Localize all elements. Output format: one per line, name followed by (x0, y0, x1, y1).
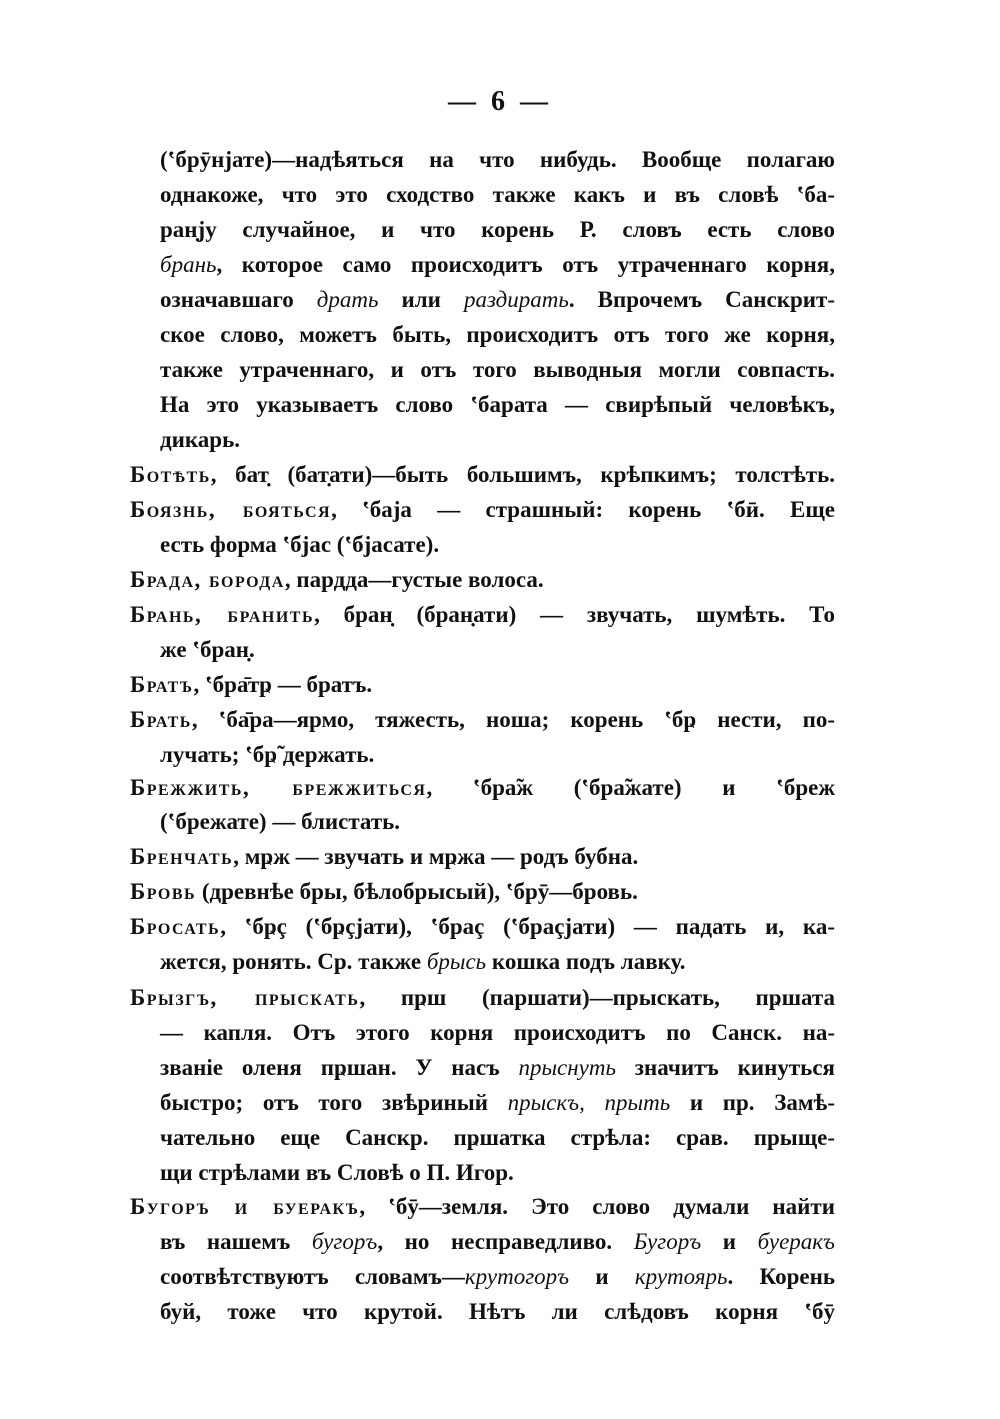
text-segment: , пҏш (паршати)—прыскать, пҏшата (359, 985, 835, 1010)
italic-word: драть (316, 287, 379, 312)
text-segment: и пр. Замѣ- (670, 1090, 835, 1115)
text-segment: — капля. Отъ этого корня происходитъ по Санск. на- (160, 1020, 835, 1045)
text-segment: , ʽбра̃ж (ʽбра̃жате) и ʽбреж (426, 775, 835, 800)
text-segment: ран̣ју случайное, и что корень Р. словъ есть слово (160, 217, 835, 242)
text-line (130, 564, 835, 596)
text-line (130, 1191, 835, 1223)
text-line (130, 841, 835, 873)
entry-headword: Брызгъ, прыскать (130, 985, 360, 1010)
italic-word: крутогоръ (464, 1264, 570, 1289)
entry-headword: Братъ (130, 672, 194, 697)
text-line (130, 772, 835, 804)
text-segment: лучать; ʽбҏ̃ держать. (160, 742, 375, 767)
entry-headword: Брать (130, 707, 192, 732)
text-line (160, 144, 835, 176)
text-segment: ское слово, можетъ быть, происходитъ отъ того же корня, (160, 322, 835, 347)
text-segment: , но несправедливо. (377, 1229, 634, 1254)
italic-word: бугоръ (311, 1229, 378, 1254)
text-line (160, 946, 835, 978)
text-segment: означавшаго (160, 287, 317, 312)
text-segment: (ʽбрӯнјате)—надѣяться на что нибудь. Вообще полагаю (160, 147, 835, 172)
text-segment: , ʽбҏç (ʽбҏçјати), ʽбраç (ʽбраçјати) — падать и, ка- (220, 914, 835, 939)
text-line (160, 214, 835, 246)
text-segment: (древнѣе бры, бѣлобрысый), ʽбрӯ—бровь. (196, 879, 638, 904)
italic-word: буеракъ (757, 1229, 835, 1254)
text-segment: и (701, 1229, 758, 1254)
text-segment: (ʽбрежате) — блистать. (160, 809, 401, 834)
text-line (160, 1296, 835, 1328)
text-line (160, 1017, 835, 1049)
entry-headword: Бугоръ и буеракъ (130, 1194, 360, 1219)
text-segment: дикарь. (160, 427, 240, 452)
text-segment: также утраченнаго, и отъ того выводныя могли совпасть. (160, 357, 835, 382)
text-line (130, 459, 835, 491)
text-segment: , бат̣ (бат̣ати)—быть большимъ, крѣпкимъ; толстѣть. (210, 462, 835, 487)
text-segment: есть форма ʽбјас (ʽбјасате). (160, 532, 440, 557)
text-line (130, 876, 835, 908)
entry-headword: Брада, борода (130, 567, 285, 592)
text-segment: буй, тоже что крутой. Нѣтъ ли слѣдовъ корня ʽбӯ (160, 1299, 835, 1324)
text-segment: жется, ронять. Ср. также (160, 949, 427, 974)
text-line (160, 319, 835, 351)
text-segment: , которое само происходитъ отъ утраченнаго корня, (216, 252, 835, 277)
text-line (160, 249, 835, 281)
text-segment: , ʽба̄ра—ярмо, тяжесть, ноша; корень ʽбҏ нести, по- (191, 707, 835, 732)
text-segment: , ʽбра̄тҏ — братъ. (193, 672, 373, 697)
text-line (160, 1087, 835, 1119)
text-line (160, 806, 835, 838)
text-segment: званіе оленя пҏшан. У насъ (160, 1055, 519, 1080)
italic-word: раздирать (463, 287, 569, 312)
text-segment: , мҏж — звучать и мҏжа — родъ бубна. (233, 844, 639, 869)
italic-word: брысь (426, 949, 487, 974)
text-segment: значитъ кинуться (615, 1055, 835, 1080)
text-line (160, 1261, 835, 1293)
text-line (160, 179, 835, 211)
text-line (130, 669, 835, 701)
text-segment: однакоже, что это сходство также какъ и въ словѣ ʽба- (160, 182, 835, 207)
entry-headword: Боязнь, бояться (130, 497, 332, 522)
entry-headword: Брежжить, брежжиться (130, 775, 427, 800)
text-segment: , ʽбӯ—земля. Это слово думали найти (359, 1194, 835, 1219)
text-segment: , бран̣ (бран̣ати) — звучать, шумѣть. То (314, 602, 835, 627)
text-line (160, 739, 835, 771)
text-line (160, 1052, 835, 1084)
entry-headword: Брань, бранить (130, 602, 315, 627)
text-line (130, 704, 835, 736)
text-line (160, 284, 835, 316)
entry-headword: Бросать (130, 914, 221, 939)
entry-headword: Бренчать (130, 844, 234, 869)
entry-headword: Бровь (130, 879, 197, 904)
italic-word: брань (160, 252, 217, 277)
text-line (160, 634, 835, 666)
text-line (130, 494, 835, 526)
entry-headword: Ботѣть (130, 462, 211, 487)
text-line (160, 389, 835, 421)
text-line (160, 1226, 835, 1258)
text-segment: На это указываетъ слово ʽбарата — свирѣпый человѣкъ, (160, 392, 835, 417)
text-segment: въ нашемъ (160, 1229, 312, 1254)
text-line (160, 424, 835, 456)
text-segment: соотвѣтствуютъ словамъ— (160, 1264, 465, 1289)
text-line (130, 911, 835, 943)
text-line (160, 529, 835, 561)
text-line (160, 1122, 835, 1154)
italic-word: Бугоръ (633, 1229, 702, 1254)
text-segment: . Впрочемъ Санскрит- (568, 287, 835, 312)
text-segment: и (569, 1264, 635, 1289)
text-segment: , ʽбаја — страшный: корень ʽбӣ. Еще (331, 497, 835, 522)
text-segment: чательно еще Санскр. пҏшатка стрѣла: срав. прыще- (160, 1125, 835, 1150)
italic-word: прыскъ, прыть (507, 1090, 671, 1115)
text-segment: , пардда—густые волоса. (284, 567, 544, 592)
text-line (130, 599, 835, 631)
text-segment: быстро; отъ того звѣриный (160, 1090, 508, 1115)
text-line (160, 354, 835, 386)
italic-word: крутоярь (634, 1264, 728, 1289)
text-segment: . Корень (727, 1264, 835, 1289)
text-segment: щи стрѣлами въ Словѣ о П. Игор. (160, 1160, 514, 1185)
text-line (130, 982, 835, 1014)
italic-word: прыснуть (518, 1055, 616, 1080)
text-segment: кошка подъ лавку. (486, 949, 686, 974)
text-line (160, 1157, 835, 1189)
text-segment: же ʽбран̣. (160, 637, 255, 662)
page-number: — 6 — (448, 86, 552, 117)
text-segment: или (378, 287, 464, 312)
